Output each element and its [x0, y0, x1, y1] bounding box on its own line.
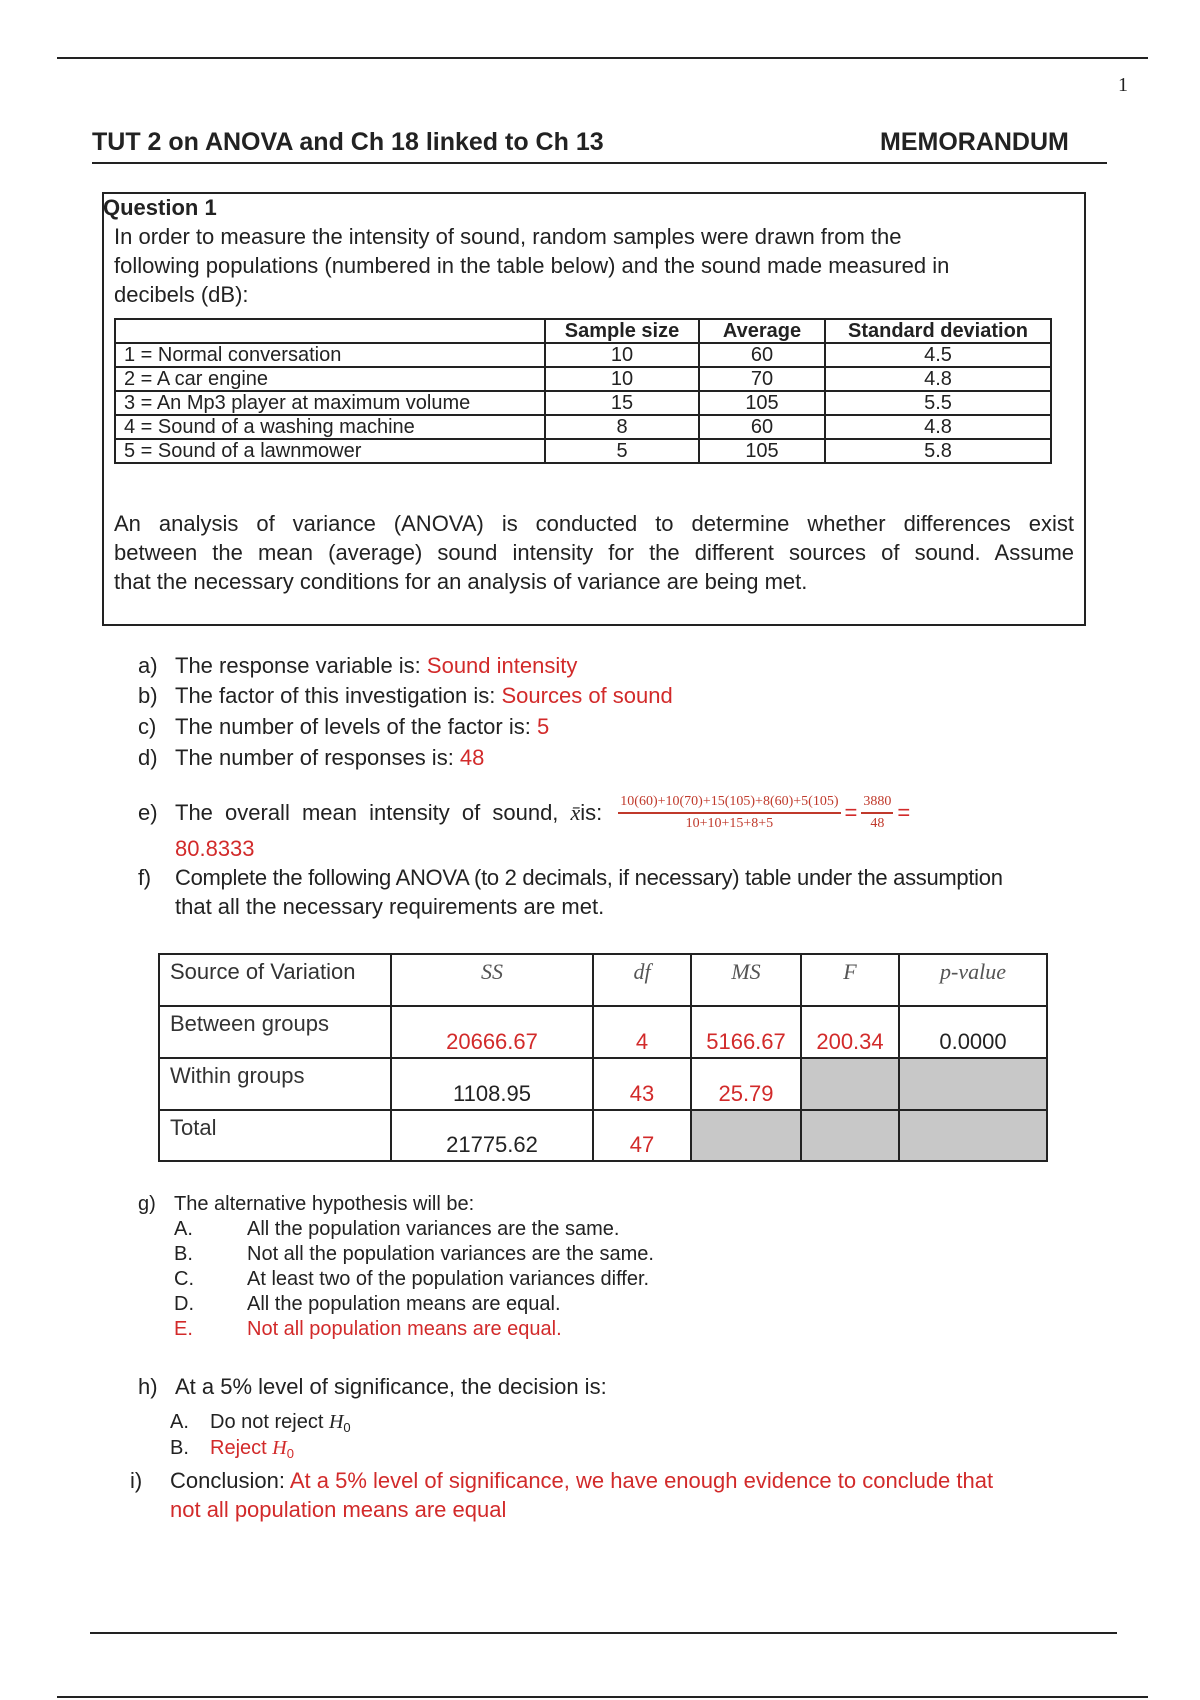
numerator: 3880 [861, 794, 893, 814]
option-letter: A. [170, 1411, 189, 1433]
denominator: 48 [870, 816, 885, 831]
h-subscript: 0 [343, 1420, 351, 1435]
page-number: 1 [1118, 74, 1128, 96]
equals-sign: = [897, 800, 911, 825]
cell: 2 = A car engine [115, 367, 545, 391]
mean-result: 80.8333 [175, 836, 255, 861]
title-rule [92, 162, 1107, 164]
item-text: The alternative hypothesis will be: [174, 1193, 475, 1215]
option-b [138, 1242, 654, 1267]
item-text: Complete the following ANOVA (to 2 decimals, if necessary) table under the assumption [175, 865, 1003, 890]
outro-line: An analysis of variance (ANOVA) is conducted to determine whether differences exist [114, 511, 1074, 536]
outro-line: that the necessary conditions for an analysis of variance are being met. [114, 569, 808, 594]
table-row [159, 1110, 1047, 1161]
option-letter: A. [174, 1218, 193, 1240]
cell: 4 = Sound of a washing machine [115, 415, 545, 439]
header-cell: df [593, 954, 691, 1006]
cell: 4.8 [825, 415, 1051, 439]
cell: 1 = Normal conversation [115, 343, 545, 367]
mean-fraction-simplified [861, 794, 893, 832]
cell: 21775.62 [391, 1110, 593, 1161]
answer-e-f-block [138, 794, 1003, 921]
table-row [115, 439, 1051, 463]
cell: 1108.95 [391, 1058, 593, 1110]
answer-c [138, 712, 673, 743]
shaded-cell [801, 1110, 899, 1161]
cell: 43 [593, 1058, 691, 1110]
option-c [138, 1267, 654, 1292]
cell: 25.79 [691, 1058, 801, 1110]
option-text: All the population variances are the same. [247, 1218, 620, 1240]
intro-line: In order to measure the intensity of sound, random samples were drawn from the [114, 224, 902, 249]
item-text: Conclusion: [170, 1468, 290, 1493]
item-text: that all the necessary requirements are met. [175, 894, 605, 919]
h-symbol: H [272, 1437, 287, 1459]
header-cell: MS [691, 954, 801, 1006]
header-cell: Standard deviation [825, 319, 1051, 343]
sound-data-table [114, 318, 1052, 464]
header-cell: SS [391, 954, 593, 1006]
answer-i [130, 1466, 993, 1524]
item-answer: 48 [459, 745, 485, 770]
table-header-row [115, 319, 1051, 343]
shaded-cell [801, 1058, 899, 1110]
cell: 105 [699, 439, 825, 463]
cell: 5 = Sound of a lawnmower [115, 439, 545, 463]
item-letter: i) [130, 1468, 143, 1493]
answer-f [138, 863, 1003, 892]
shaded-cell [899, 1058, 1047, 1110]
question-intro [114, 222, 949, 309]
header-cell: Average [699, 319, 825, 343]
header-cell: Source of Variation [159, 954, 391, 1006]
item-answer: not all population means are equal [170, 1497, 507, 1522]
cell: 0.0000 [899, 1006, 1047, 1058]
item-letter: c) [138, 714, 157, 739]
option-a [138, 1410, 607, 1436]
cell: 15 [545, 391, 699, 415]
cell: 60 [699, 415, 825, 439]
cell: Between groups [159, 1006, 391, 1058]
option-e-correct [138, 1317, 654, 1342]
cell: 105 [699, 391, 825, 415]
bottom-rule [90, 1632, 1117, 1634]
cell: 200.34 [801, 1006, 899, 1058]
memorandum-label: MEMORANDUM [880, 128, 1069, 156]
cell: 10 [545, 343, 699, 367]
cell: 70 [699, 367, 825, 391]
item-letter: b) [138, 683, 158, 708]
table-row [115, 343, 1051, 367]
cell: 3 = An Mp3 player at maximum volume [115, 391, 545, 415]
cell: 60 [699, 343, 825, 367]
item-letter: e) [138, 800, 158, 825]
numerator: 10(60)+10(70)+15(105)+8(60)+5(105) [618, 794, 840, 814]
shaded-cell [899, 1110, 1047, 1161]
cell: 20666.67 [391, 1006, 593, 1058]
cell: 10 [545, 367, 699, 391]
xbar-symbol: x̄ [570, 800, 581, 825]
option-d [138, 1292, 654, 1317]
option-letter: B. [170, 1437, 189, 1459]
cell: 47 [593, 1110, 691, 1161]
answer-b [138, 681, 673, 712]
table-row [159, 1006, 1047, 1058]
option-text: Not all the population variances are the same. [247, 1243, 654, 1265]
intro-line: following populations (numbered in the table below) and the sound made measured in [114, 253, 950, 278]
header-cell: p-value [899, 954, 1047, 1006]
cell: Total [159, 1110, 391, 1161]
h-subscript: 0 [286, 1446, 294, 1461]
option-text: Reject [210, 1437, 273, 1459]
item-text: The factor of this investigation is: [175, 683, 502, 708]
cell: 8 [545, 415, 699, 439]
header-cell: Sample size [545, 319, 699, 343]
question-label: Question 1 [103, 195, 217, 220]
cell: 5.5 [825, 391, 1051, 415]
item-letter: g) [138, 1193, 156, 1215]
answer-d [138, 743, 673, 772]
item-text: The number of levels of the factor is: [175, 714, 537, 739]
answer-h [138, 1372, 607, 1461]
option-text: All the population means are equal. [247, 1293, 561, 1315]
option-letter: D. [174, 1293, 194, 1315]
question-outro [114, 509, 1074, 596]
answer-g [138, 1192, 654, 1342]
item-answer: Sources of sound [501, 683, 673, 708]
page-bottom-rule [57, 1696, 1148, 1698]
header-cell [115, 319, 545, 343]
document-title: TUT 2 on ANOVA and Ch 18 linked to Ch 13 [92, 128, 604, 156]
option-text: Not all population means are equal. [247, 1318, 562, 1340]
cell: 5 [545, 439, 699, 463]
header-cell: F [801, 954, 899, 1006]
top-rule [57, 57, 1148, 59]
cell: 4.8 [825, 367, 1051, 391]
item-text: The number of responses is: [175, 745, 460, 770]
item-letter: h) [138, 1374, 158, 1399]
mean-fraction [618, 794, 840, 832]
item-answer: Sound intensity [426, 653, 578, 678]
item-letter: f) [138, 865, 151, 890]
outro-line: between the mean (average) sound intensity for the different sources of sound. Assume [114, 540, 1074, 565]
table-row [115, 367, 1051, 391]
item-text: is: [580, 800, 603, 825]
option-letter: C. [174, 1268, 194, 1290]
answer-e [138, 794, 1003, 832]
table-row [115, 391, 1051, 415]
table-row [159, 1058, 1047, 1110]
cell: 4 [593, 1006, 691, 1058]
h-symbol: H [328, 1411, 344, 1433]
option-letter: B. [174, 1243, 193, 1265]
item-answer: At a 5% level of significance, we have enough evidence to conclude that [289, 1468, 994, 1493]
table-row [115, 415, 1051, 439]
option-b-correct [138, 1436, 607, 1461]
cell: 5166.67 [691, 1006, 801, 1058]
item-letter: a) [138, 653, 158, 678]
intro-line: decibels (dB): [114, 282, 249, 307]
cell: 4.5 [825, 343, 1051, 367]
equals-sign: = [844, 800, 858, 825]
cell: 5.8 [825, 439, 1051, 463]
item-answer: 5 [536, 714, 550, 739]
item-text: At a 5% level of significance, the decision is: [175, 1374, 607, 1399]
option-text: At least two of the population variances differ. [247, 1268, 650, 1290]
item-letter: d) [138, 745, 158, 770]
answer-list [138, 651, 673, 772]
shaded-cell [691, 1110, 801, 1161]
denominator: 10+10+15+8+5 [685, 816, 774, 831]
option-letter: E. [174, 1318, 193, 1340]
answer-a [138, 651, 673, 681]
option-text: Do not reject [210, 1411, 329, 1433]
item-text: The overall mean intensity of sound, [175, 800, 571, 825]
item-text: The response variable is: [175, 653, 427, 678]
cell: Within groups [159, 1058, 391, 1110]
table-header-row [159, 954, 1047, 1006]
anova-table [158, 953, 1048, 1162]
option-a [138, 1217, 654, 1242]
